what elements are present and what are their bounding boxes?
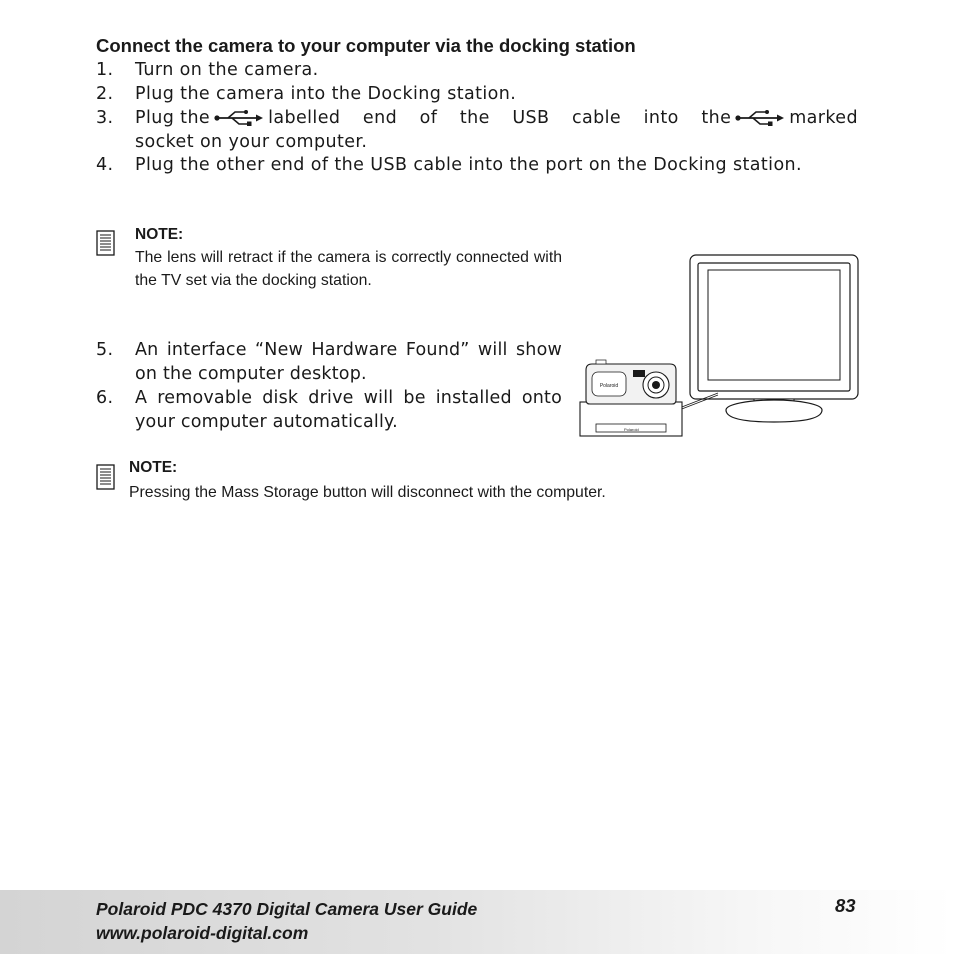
usb-icon bbox=[735, 110, 785, 126]
step-text-part: marked bbox=[789, 108, 858, 128]
step-text: Plug the other end of the USB cable into the port on the Docking station. bbox=[135, 155, 803, 175]
step-text: A removable disk drive will be installed onto your computer automatically. bbox=[135, 388, 562, 432]
step-text-part: Plug the bbox=[135, 108, 211, 128]
usb-icon bbox=[214, 110, 264, 126]
step-number: 2. bbox=[96, 84, 114, 104]
step-text: An interface “New Hardware Found” will show on the computer desktop. bbox=[135, 340, 562, 384]
step-number: 1. bbox=[96, 60, 114, 80]
dock-brand-label: Polaroid bbox=[624, 427, 639, 432]
note-body: The lens will retract if the camera is correctly connected with the TV set via the docking station. bbox=[135, 249, 562, 289]
note-icon bbox=[96, 464, 116, 490]
step-number: 5. bbox=[96, 340, 114, 360]
step-number: 6. bbox=[96, 388, 114, 408]
section-heading: Connect the camera to your computer via the docking station bbox=[96, 35, 636, 56]
camera-dock-monitor-illustration bbox=[578, 252, 860, 440]
step-text-part: labelled end of the USB cable into the bbox=[268, 108, 732, 128]
step-number: 4. bbox=[96, 155, 114, 175]
step-text-line-2: socket on your computer. bbox=[135, 132, 368, 152]
page-number: 83 bbox=[835, 895, 856, 916]
camera-brand-label: Polaroid bbox=[599, 383, 619, 389]
note-body: Pressing the Mass Storage button will disconnect with the computer. bbox=[129, 484, 606, 501]
footer-guide-title: Polaroid PDC 4370 Digital Camera User Guide bbox=[96, 899, 478, 919]
note-title: NOTE: bbox=[135, 226, 184, 243]
step-text: Plug the camera into the Docking station. bbox=[135, 84, 517, 104]
step-3 bbox=[96, 106, 858, 154]
note-icon bbox=[96, 230, 116, 256]
step-number: 3. bbox=[96, 108, 114, 128]
step-text-line-1 bbox=[135, 106, 858, 130]
footer-url: www.polaroid-digital.com bbox=[96, 923, 309, 943]
step-text: Turn on the camera. bbox=[135, 60, 319, 80]
note-title: NOTE: bbox=[129, 459, 178, 476]
page-footer bbox=[0, 890, 954, 954]
